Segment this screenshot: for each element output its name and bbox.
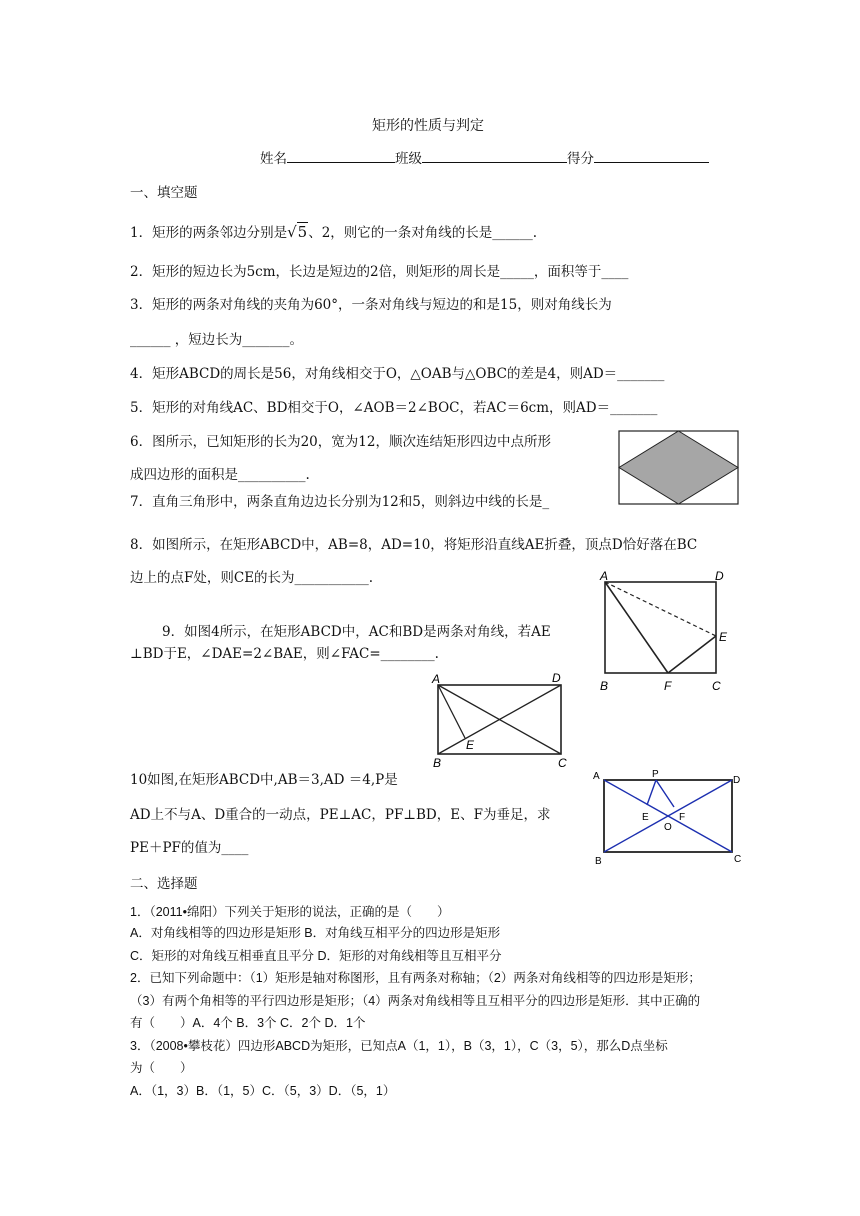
label-e: E	[719, 630, 728, 644]
question-5: 5．矩形的对角线AC、BD相交于O，∠AOB＝2∠BOC，若AC＝6cm，则AD＝_______	[130, 400, 658, 416]
label-a: A	[600, 569, 609, 583]
choice-question-1-options-ab: A．对角线相等的四边形是矩形 B．对角线互相平分的四边形是矩形	[130, 926, 501, 940]
label-a: A	[593, 771, 600, 782]
label-c: C	[734, 854, 742, 865]
label-o: O	[664, 822, 672, 833]
question-10-line1: 10如图,在矩形ABCD中,AB＝3,AD ＝4,P是	[130, 772, 398, 788]
q1-text-post: 、2，则它的一条对角线的长是______.	[308, 225, 538, 241]
score-label: 得分	[567, 151, 594, 167]
label-e: E	[642, 812, 649, 823]
label-b: B	[433, 756, 442, 770]
question-8-line1: 8．如图所示，在矩形ABCD中，AB=8，AD=10，将矩形沿直线AE折叠，顶点D恰好落在BC	[130, 537, 698, 553]
choice-question-2-line3: 有（ ）A．4个 B．3个 C．2个 D．1个	[130, 1016, 366, 1030]
fold-rectangle-figure	[594, 568, 734, 694]
question-2: 2．矩形的短边长为5cm，长边是短边的2倍，则矩形的周长是_____，面积等于____	[130, 264, 629, 280]
section-multiple-choice-heading: 二、选择题	[130, 876, 198, 892]
label-a: A	[432, 672, 441, 686]
page-title: 矩形的性质与判定	[372, 118, 484, 134]
question-9-line2: ⊥BD于E，∠DAE=2∠BAE，则∠FAC=________.	[130, 646, 439, 662]
label-b: B	[595, 856, 602, 866]
question-8-line2: 边上的点F处，则CE的长为___________.	[130, 570, 374, 586]
segment-pe	[647, 780, 656, 805]
question-10-line3: PE＋PF的值为____	[130, 840, 249, 856]
score-blank[interactable]	[594, 149, 709, 163]
name-label: 姓名	[260, 151, 287, 167]
question-3-line1: 3．矩形的两条对角线的夹角为60°，一条对角线与短边的和是15，则对角线长为	[130, 297, 612, 313]
segment-fe	[668, 636, 716, 673]
question-7: 7．直角三角形中，两条直角边边长分别为12和5，则斜边中线的长是_	[130, 494, 550, 510]
label-d: D	[733, 775, 741, 786]
choice-question-2-line1: 2．已知下列命题中：（1）矩形是轴对称图形，且有两条对称轴；（2）两条对角线相等的四边形是矩形；	[130, 971, 701, 985]
segment-pf	[656, 780, 674, 807]
midpoint-rhombus	[619, 431, 738, 504]
class-blank[interactable]	[422, 149, 567, 163]
class-label: 班级	[395, 151, 422, 167]
student-info-line	[260, 147, 709, 167]
choice-question-1: 1．（2011•绵阳）下列关于矩形的说法，正确的是（ ）	[130, 905, 450, 919]
label-b: B	[600, 679, 609, 693]
fold-line-ae	[605, 582, 716, 636]
label-d: D	[715, 569, 724, 583]
sqrt-symbol: √	[287, 223, 297, 241]
rhombus-in-rectangle-figure	[618, 430, 740, 506]
sqrt-radicand: 5	[297, 223, 308, 241]
question-1	[130, 221, 537, 241]
choice-question-1-options-cd: C．矩形的对角线互相垂直且平分 D．矩形的对角线相等且互相平分	[130, 949, 502, 963]
name-blank[interactable]	[287, 149, 395, 163]
question-4: 4．矩形ABCD的周长是56，对角线相交于O，△OAB与△OBC的差是4，则AD＝_______	[130, 366, 665, 382]
question-6-line1: 6．图所示，已知矩形的长为20，宽为12，顺次连结矩形四边中点所形	[130, 434, 551, 450]
rectangle-abcd	[605, 582, 716, 673]
rectangle-diagonals-ae-figure	[428, 670, 574, 770]
label-d: D	[552, 671, 561, 685]
question-9-line1: 9．如图4所示，在矩形ABCD中，AC和BD是两条对角线，若AE	[162, 624, 551, 640]
choice-question-3-options: A．（1，3）B．（1，5）C．（5，3）D．（5，1）	[130, 1084, 396, 1098]
question-10-line2: AD上不与A、D重合的一动点，PE⊥AC，PF⊥BD，E、F为垂足，求	[130, 807, 551, 823]
label-f: F	[679, 812, 686, 823]
section-fill-blank-heading: 一、填空题	[130, 185, 198, 201]
choice-question-3-line2: 为（ ）	[130, 1061, 193, 1075]
label-p: P	[652, 769, 659, 780]
question-6-line2: 成四边形的面积是__________.	[130, 467, 310, 483]
label-c: C	[558, 756, 567, 770]
rectangle-pe-pf-figure	[590, 768, 748, 866]
label-c: C	[712, 679, 721, 693]
choice-question-2-line2: （3）有两个角相等的平行四边形是矩形；（4）两条对角线相等且互相平分的四边形是矩形．其中正确的	[130, 994, 701, 1008]
segment-af	[605, 582, 668, 673]
question-3-line2: ______ ，短边长为_______。	[130, 332, 304, 348]
label-e: E	[466, 738, 475, 752]
choice-question-3-line1: 3．（2008•攀枝花）四边形ABCD为矩形，已知点A（1，1），B（3，1），C（3，5），那么D点坐标	[130, 1039, 668, 1053]
q1-text-pre: 1．矩形的两条邻边分别是	[130, 225, 288, 241]
label-f: F	[664, 679, 672, 693]
